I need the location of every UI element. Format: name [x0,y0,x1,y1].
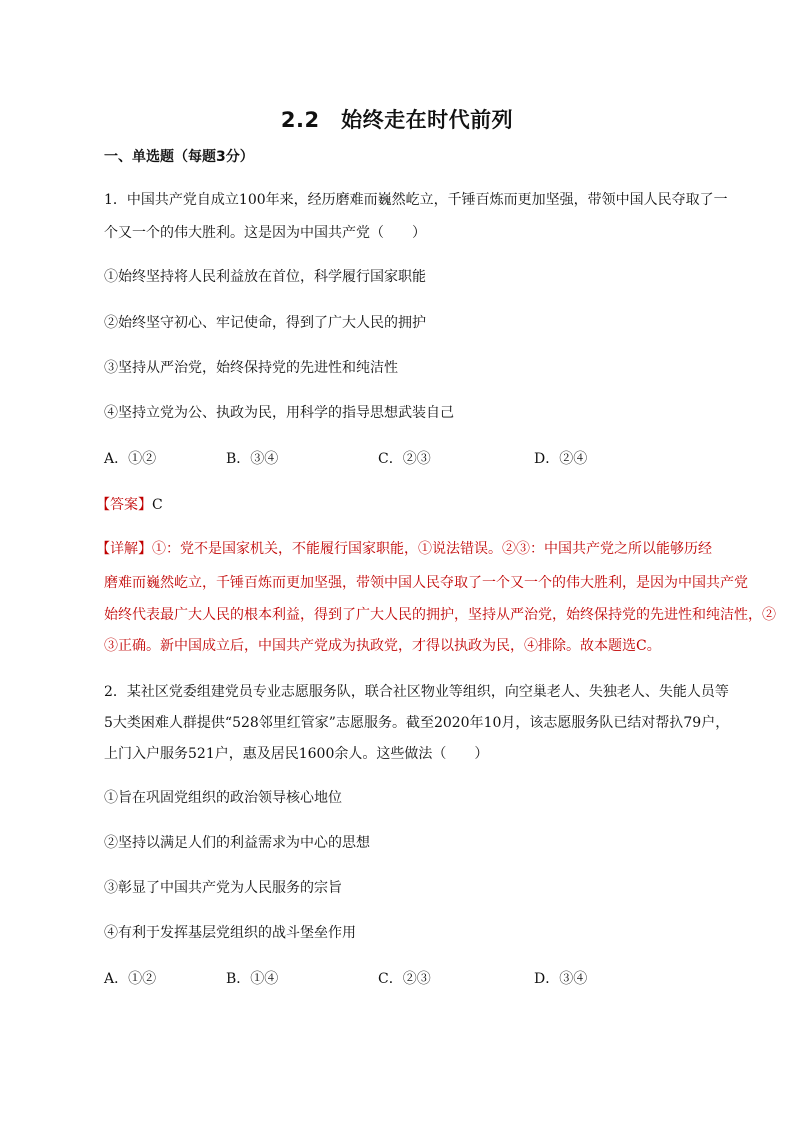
section-heading: 一、单选题（每题3分） [104,149,254,165]
q2-option-2: ②坚持以满足人们的利益需求为中心的思想 [104,835,370,851]
q2-stem-line-3: 上门入户服务521户，惠及居民1600余人。这些做法（ ） [104,746,489,762]
answer-label: 【答案】 [96,497,152,513]
q1-detail-line-2: 磨难而巍然屹立，千锤百炼而更加坚强，带领中国人民夺取了一个又一个的伟大胜利，是因为中国共产党 [104,575,748,591]
detail-label: 【详解】 [96,541,152,557]
q1-option-1: ①始终坚持将人民利益放在首位，科学履行国家职能 [104,269,426,285]
q1-detail-line-4: ③正确。新中国成立后，中国共产党成为执政党，才得以执政为民，④排除。故本题选C。 [104,638,661,654]
q2-stem-line-2: 5大类困难人群提供“528邻里红管家”志愿服务。截至2020年10月，该志愿服务队已结对帮扖79户， [104,715,730,731]
q1-option-2: ②始终坚守初心、牢记使命，得到了广大人民的拥护 [104,315,426,331]
q2-choice-b: B．①④ [226,971,279,987]
q1-detail-line-3: 始终代表最广大人民的根本利益，得到了广大人民的拥护，坚持从严治党，始终保持党的先进性和纯洁性，② [104,607,776,623]
q1-answer [96,494,696,514]
q2-choice-c: C．②③ [378,971,431,987]
q2-choice-d: D．③④ [534,971,588,987]
q1-choice-d: D．②④ [534,451,588,467]
q2-option-4: ④有利于发挥基层党组织的战斗堡垒作用 [104,925,356,941]
q2-choice-a: A．①② [104,971,157,987]
answer-value: C [152,497,163,513]
q1-choice-c: C．②③ [378,451,431,467]
detail-text-1: ①：党不是国家机关，不能履行国家职能，①说法错误。②③：中国共产党之所以能够历经 [152,541,712,557]
q1-option-4: ④坚持立党为公、执政为民，用科学的指导思想武装自己 [104,405,454,421]
q2-option-3: ③彰显了中国共产党为人民服务的宗旨 [104,880,342,896]
q1-choice-a: A．①② [104,451,157,467]
q2-stem-line-1: 2．某社区党委组建党员专业志愿服务队，联合社区物业等组织，向空巢老人、失独老人、失能人员等 [104,684,729,700]
q1-stem-line-2: 个又一个的伟大胜利。这是因为中国共产党（ ） [104,225,426,241]
q1-stem-line-1: 1．中国共产党自成立100年来，经历磨难而巍然屹立，千锤百炼而更加坚强，带领中国人民夺取了一 [104,192,728,208]
q2-option-1: ①旨在巩固党组织的政治领导核心地位 [104,790,342,806]
q1-choice-b: B．③④ [226,451,279,467]
q1-detail-line-1 [96,538,712,558]
q1-option-3: ③坚持从严治党，始终保持党的先进性和纯洁性 [104,360,398,376]
page-title: 2.2 始终走在时代前列 [280,108,514,132]
